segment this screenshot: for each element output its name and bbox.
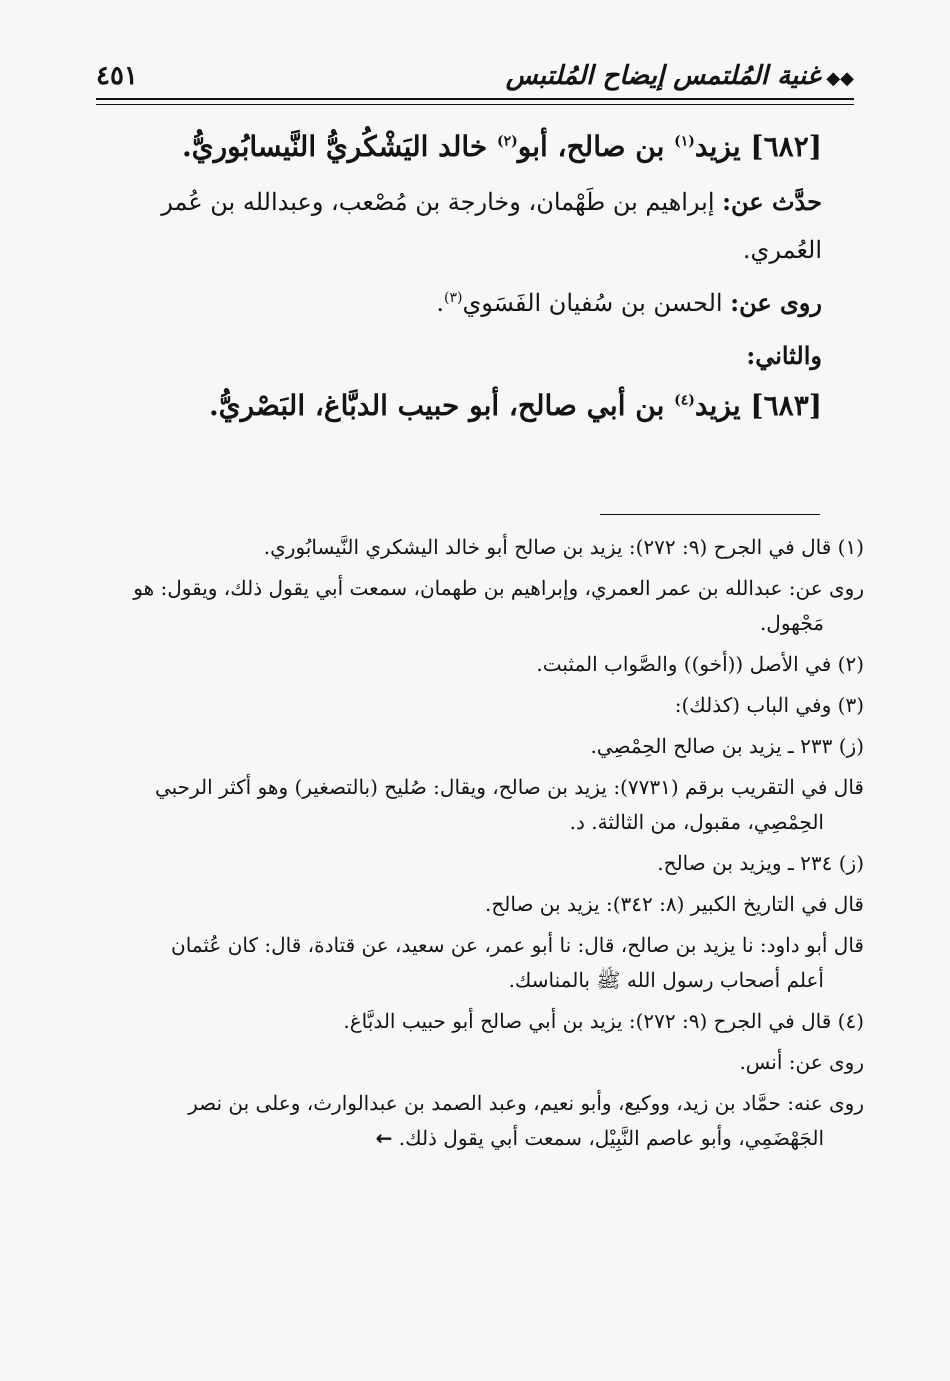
footnote-ref-3: (٣) (443, 290, 463, 307)
footnote-4-line-3: روى عنه: حمَّاد بن زيد، ووكيع، وأبو نعيم، وعبد الصمد بن عبدالوارث، وعلى بن نصر (188, 1091, 864, 1115)
haddath-continuation: العُمري. (742, 236, 822, 265)
header-rule-thin (96, 104, 854, 105)
haddath-label: حدَّث عن: (722, 186, 822, 216)
footnote-2: (٢) في الأصل ((أخو)) والصَّواب المثبت. (536, 652, 864, 676)
running-title: ◆◆غنية المُلتمس إيضاح المُلتبس (505, 61, 854, 91)
entry-683: [٦٨٣] يزيد$^{(٤)}$ بن أبي صالح، أبو حبيب الدبَّاغ، البَصْريُّ. (208, 388, 822, 422)
footnote-1-line-2: روى عن: عبدالله بن عمر العمري، وإبراهيم بن طهمان، سمعت أبي يقول ذلك، ويقول: هو (133, 576, 864, 600)
footnote-separator (600, 514, 820, 515)
footnotes (94, 534, 864, 1166)
rawa-line: روى عن: الحسن بن سُفيان الفَسَوي$^{(٣)}$. (436, 288, 822, 318)
abudawud-line: قال أبو داود: نا يزيد بن صالح، قال: نا أبو عمر، عن سعيد، عن قتادة، قال: كان عُثمان (171, 933, 864, 957)
abudawud-line-2: أعلم أصحاب رسول الله ﷺ بالمناسك. (508, 968, 824, 992)
taqrib-line: قال في التقريب برقم (٧٧٣١): يزيد بن صالح، ويقال: صُليح (بالتصغير) وهو أكثر الرحبي (154, 775, 864, 799)
footnote-3-heading: (٣) وفي الباب (كذلك): (674, 693, 864, 717)
tarikh-line: قال في التاريخ الكبير (٨: ٣٤٢): يزيد بن صالح. (485, 892, 864, 916)
page-number: ٤٥١ (96, 61, 138, 91)
footnote-4: (٤) قال في الجرح (٩: ٢٧٢): يزيد بن أبي صالح أبو حبيب الدبَّاغ. (343, 1009, 864, 1033)
header-rule (96, 98, 854, 100)
entry-z233: (ز) ٢٣٣ ـ يزيد بن صالح الحِمْصِي. (590, 734, 864, 758)
footnote-ref-2: (٢) (496, 133, 518, 150)
entry-682: [٦٨٢] يزيد$^{(١)}$ بن صالح، أبو$^{(٢)}$ خالد اليَشْكُريُّ النَّيسابُوريُّ. (181, 130, 822, 163)
continue-arrow-icon: ← (375, 1126, 393, 1150)
haddath-line: حدَّث عن: إبراهيم بن طَهْمان، وخارجة بن مُصْعب، وعبدالله بن عُمر (161, 186, 822, 216)
footnote-1-line-3: مَجْهول. (759, 611, 824, 635)
footnote-4-line-4: الجَهْضَمِي، وأبو عاصم النَّبِيْل، سمعت أبي يقول ذلك. ← (375, 1126, 824, 1150)
footnote-ref-4: (٤) (674, 392, 695, 409)
footnote-ref-1: (١) (674, 133, 695, 150)
footnote-4-line-2: روى عن: أنس. (739, 1050, 864, 1074)
entry-z234: (ز) ٢٣٤ ـ ويزيد بن صالح. (657, 851, 864, 875)
second-heading: والثاني: (746, 340, 822, 370)
taqrib-line-2: الحِمْصِي، مقبول، من الثالثة. د. (569, 810, 824, 834)
rawa-label: روى عن: (730, 288, 822, 318)
footnote-1: (١) قال في الجرح (٩: ٢٧٢): يزيد بن صالح أبو خالد اليشكري النَّيسابُوري. (263, 535, 864, 559)
diamond-ornament-icon: ◆◆ (826, 68, 854, 89)
main-text (100, 120, 822, 422)
running-header (96, 56, 854, 96)
